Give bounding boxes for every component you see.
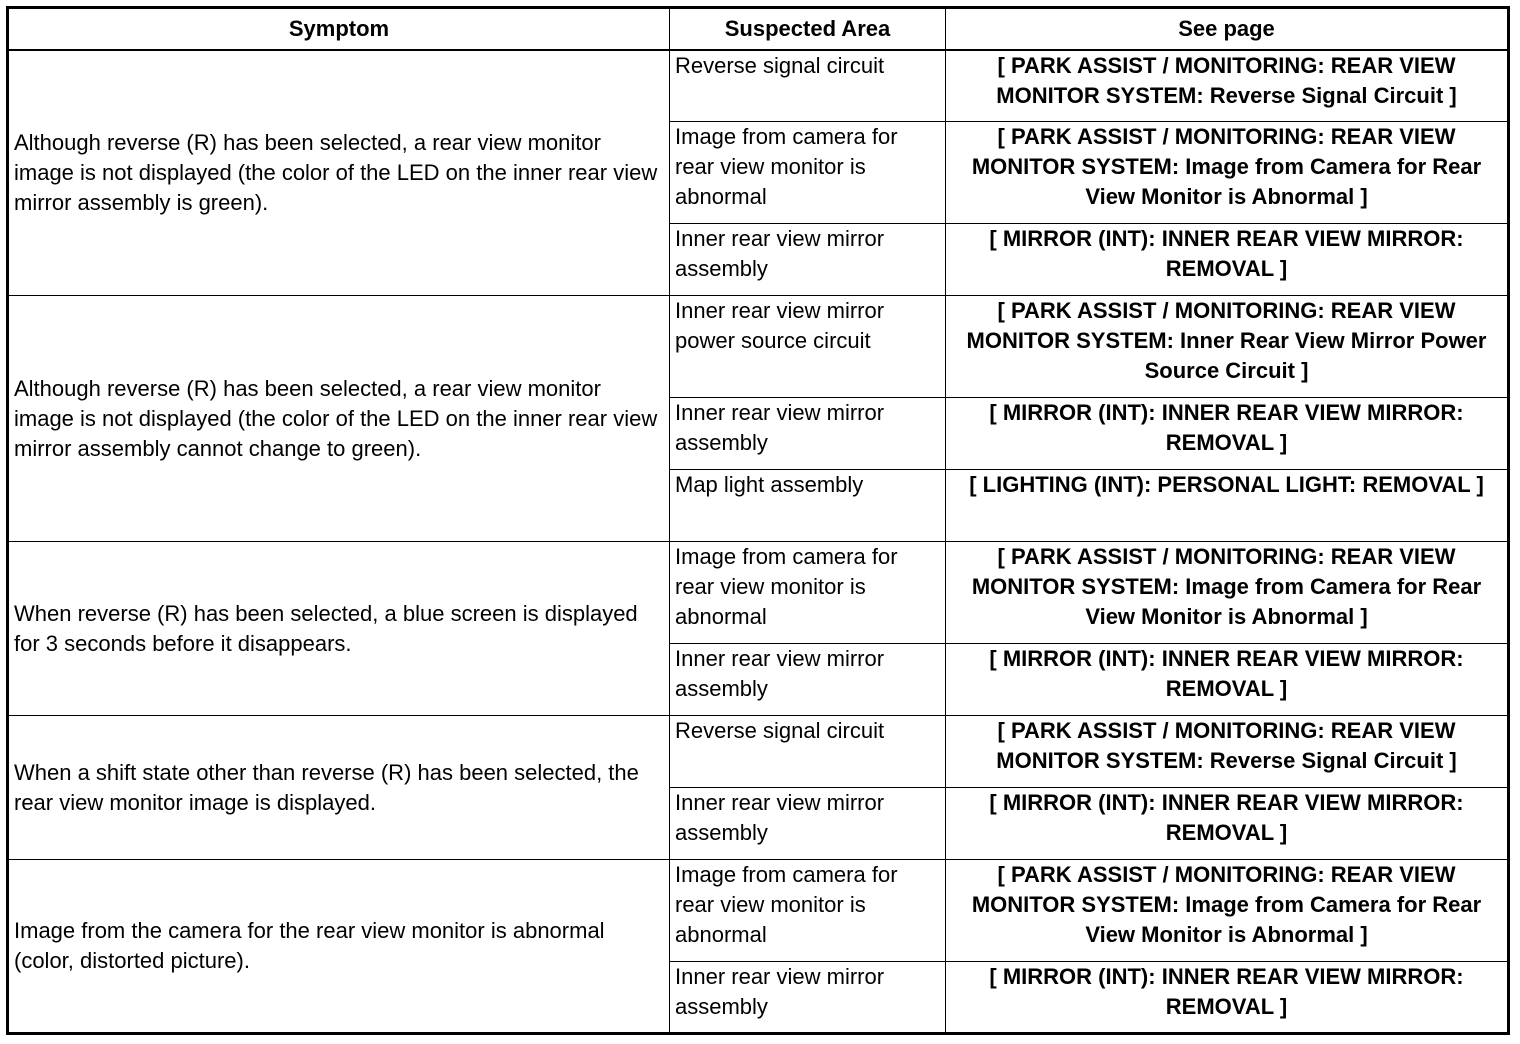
see-page-link[interactable]: [ PARK ASSIST / MONITORING: REAR VIEW MONITOR SYSTEM: Inner Rear View Mirror Power Source Circuit ] [966, 298, 1487, 383]
problem-symptoms-table [6, 6, 1510, 1035]
see-page-link[interactable]: [ PARK ASSIST / MONITORING: REAR VIEW MONITOR SYSTEM: Image from Camera for Rear View Monitor is Abnormal ] [971, 544, 1482, 629]
symptom-cell: When reverse (R) has been selected, a blue screen is displayed for 3 seconds before it disappears. [8, 542, 670, 716]
symptom-cell: Although reverse (R) has been selected, a rear view monitor image is not displayed (the color of the LED on the inner rear view mirror assembly is green). [8, 50, 670, 296]
see-page-cell [946, 50, 1509, 122]
table-row [8, 860, 1509, 962]
suspected-area-cell: Map light assembly [670, 470, 946, 542]
see-page-link[interactable]: [ LIGHTING (INT): PERSONAL LIGHT: REMOVAL ] [969, 472, 1484, 497]
table-row [8, 50, 1509, 122]
see-page-cell [946, 470, 1509, 542]
table-row [8, 296, 1509, 398]
symptom-cell: Although reverse (R) has been selected, a rear view monitor image is not displayed (the color of the LED on the inner rear view mirror assembly cannot change to green). [8, 296, 670, 542]
suspected-area-cell: Image from camera for rear view monitor is abnormal [670, 122, 946, 224]
see-page-link[interactable]: [ MIRROR (INT): INNER REAR VIEW MIRROR: REMOVAL ] [989, 964, 1464, 1019]
see-page-cell [946, 296, 1509, 398]
header-symptom: Symptom [8, 8, 670, 50]
suspected-area-cell: Reverse signal circuit [670, 716, 946, 788]
see-page-cell [946, 224, 1509, 296]
suspected-area-cell: Image from camera for rear view monitor is abnormal [670, 860, 946, 962]
table-header-row [8, 8, 1509, 50]
see-page-cell [946, 398, 1509, 470]
symptom-cell: Image from the camera for the rear view monitor is abnormal (color, distorted picture). [8, 860, 670, 1034]
suspected-area-cell: Image from camera for rear view monitor is abnormal [670, 542, 946, 644]
see-page-cell [946, 962, 1509, 1034]
see-page-cell [946, 542, 1509, 644]
table-row [8, 542, 1509, 644]
suspected-area-cell: Inner rear view mirror assembly [670, 644, 946, 716]
see-page-cell [946, 644, 1509, 716]
see-page-cell [946, 122, 1509, 224]
see-page-link[interactable]: [ MIRROR (INT): INNER REAR VIEW MIRROR: REMOVAL ] [989, 400, 1464, 455]
header-suspected-area: Suspected Area [670, 8, 946, 50]
see-page-link[interactable]: [ PARK ASSIST / MONITORING: REAR VIEW MONITOR SYSTEM: Reverse Signal Circuit ] [996, 718, 1457, 773]
see-page-cell [946, 788, 1509, 860]
see-page-link[interactable]: [ PARK ASSIST / MONITORING: REAR VIEW MONITOR SYSTEM: Reverse Signal Circuit ] [996, 52, 1457, 108]
see-page-link[interactable]: [ MIRROR (INT): INNER REAR VIEW MIRROR: REMOVAL ] [989, 646, 1464, 701]
see-page-link[interactable]: [ MIRROR (INT): INNER REAR VIEW MIRROR: REMOVAL ] [989, 226, 1464, 281]
see-page-cell [946, 716, 1509, 788]
suspected-area-cell: Inner rear view mirror assembly [670, 224, 946, 296]
header-see-page: See page [946, 8, 1509, 50]
see-page-link[interactable]: [ MIRROR (INT): INNER REAR VIEW MIRROR: REMOVAL ] [989, 790, 1464, 845]
suspected-area-cell: Reverse signal circuit [670, 50, 946, 122]
suspected-area-cell: Inner rear view mirror power source circuit [670, 296, 946, 398]
suspected-area-cell: Inner rear view mirror assembly [670, 398, 946, 470]
see-page-cell [946, 860, 1509, 962]
suspected-area-cell: Inner rear view mirror assembly [670, 962, 946, 1034]
see-page-link[interactable]: [ PARK ASSIST / MONITORING: REAR VIEW MONITOR SYSTEM: Image from Camera for Rear View Monitor is Abnormal ] [971, 862, 1482, 947]
table-row [8, 716, 1509, 788]
suspected-area-cell: Inner rear view mirror assembly [670, 788, 946, 860]
see-page-link[interactable]: [ PARK ASSIST / MONITORING: REAR VIEW MONITOR SYSTEM: Image from Camera for Rear View Monitor is Abnormal ] [971, 124, 1482, 209]
symptom-cell: When a shift state other than reverse (R) has been selected, the rear view monitor image is displayed. [8, 716, 670, 860]
